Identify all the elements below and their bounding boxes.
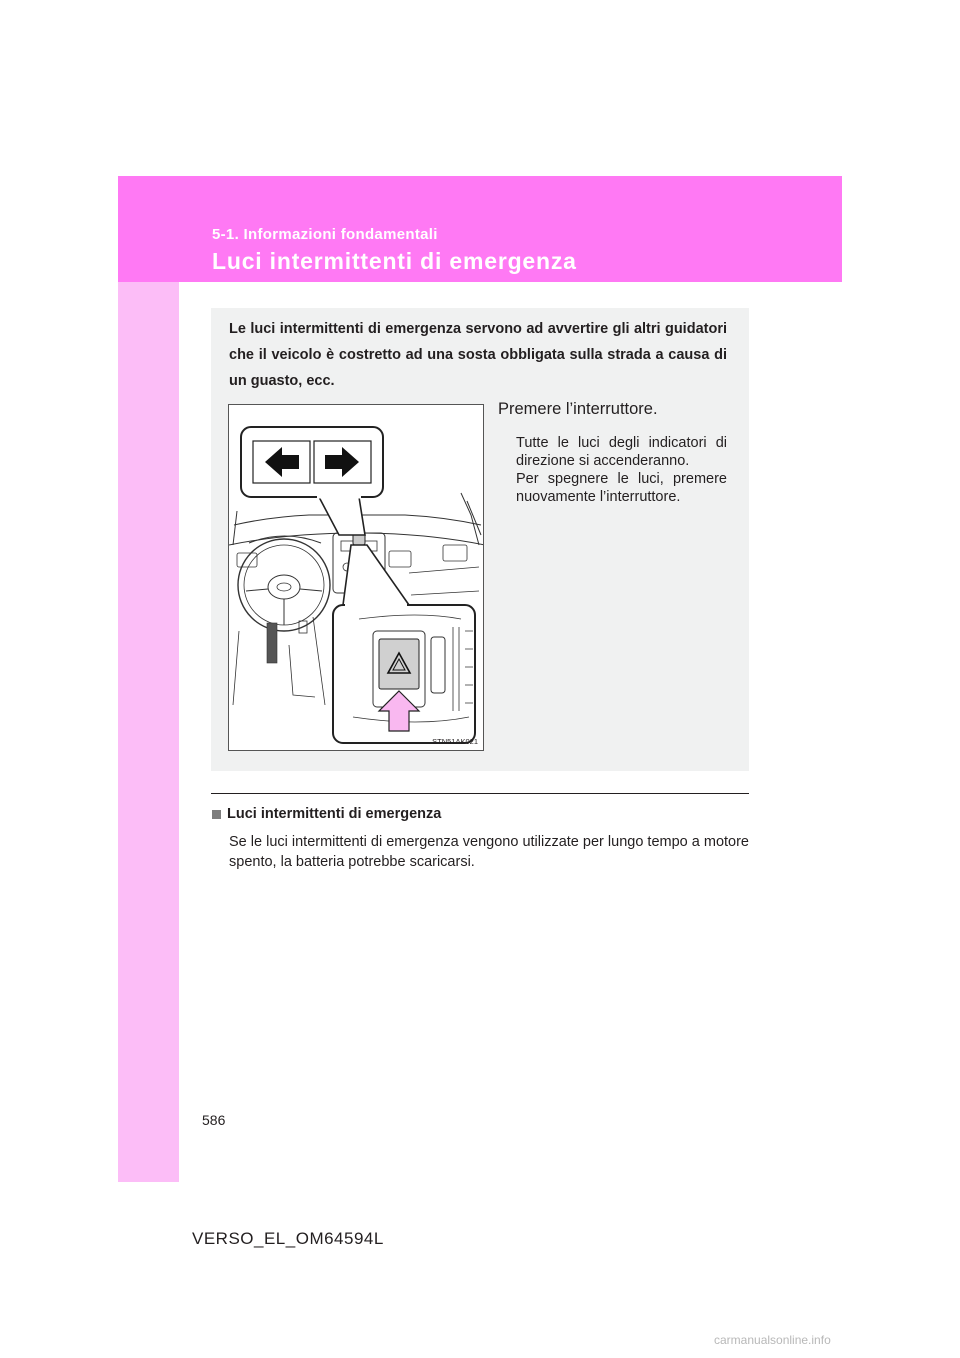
step-title: Premere l’interruttore. — [498, 400, 658, 418]
watermark: carmanualsonline.info — [714, 1333, 831, 1347]
step-line-2: Per spegnere le luci, premere nuovamente l’interruttore. — [516, 471, 727, 505]
intro-text: Le luci intermittenti di emergenza servono ad avvertire gli altri guidatori che il veicolo è costretto ad una sosta obbligata sulla strada a causa di un guasto, ecc. — [229, 321, 727, 389]
dashboard-drawing — [229, 405, 484, 751]
document-id: VERSO_EL_OM64594L — [192, 1229, 384, 1248]
hazard-triangle-icon — [379, 639, 419, 689]
square-bullet-icon — [212, 810, 221, 819]
page-title: Luci intermittenti di emergenza — [212, 248, 577, 274]
dashboard-illustration — [228, 404, 484, 751]
figure-code: STN51AK021 — [432, 737, 478, 746]
note-body: Se le luci intermittenti di emergenza vengono utilizzate per lungo tempo a motore spento, la batteria potrebbe scaricarsi. — [229, 834, 749, 870]
section-label: 5-1. Informazioni fondamentali — [212, 226, 438, 243]
note-title-text: Luci intermittenti di emergenza — [227, 806, 442, 822]
page-number: 586 — [202, 1112, 226, 1128]
side-strip — [118, 176, 179, 1182]
arrow-left-icon — [253, 441, 310, 483]
arrow-right-icon — [314, 441, 371, 483]
step-line-1: Tutte le luci degli indicatori di direzione si accenderanno. — [516, 435, 727, 469]
step-description — [516, 434, 727, 506]
note-title — [212, 806, 441, 822]
section-divider — [211, 793, 749, 794]
